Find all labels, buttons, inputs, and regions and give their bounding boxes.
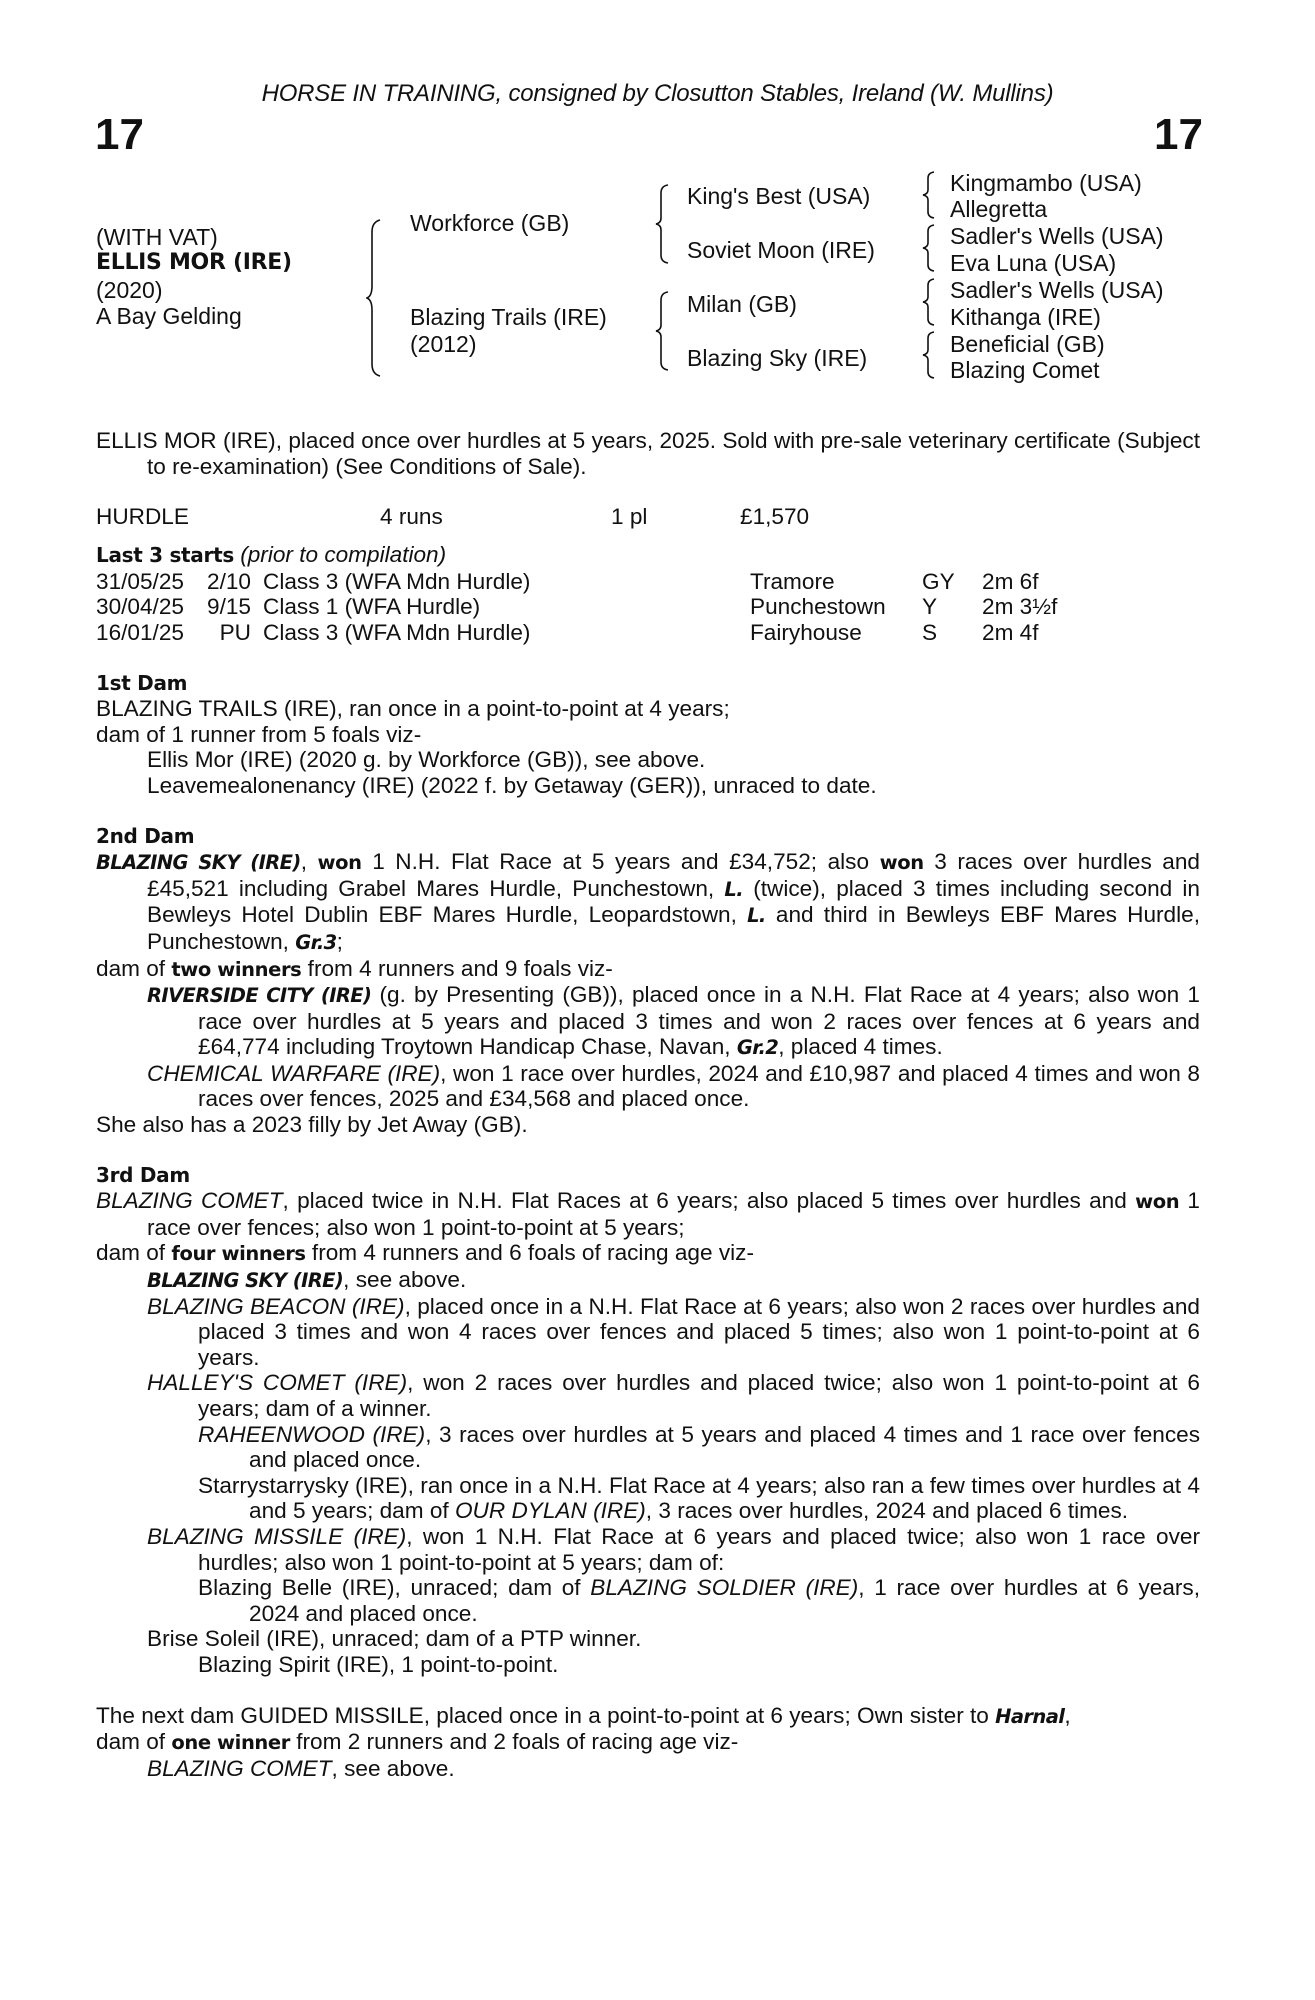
- dam1-line2: dam of 1 runner from 5 foals viz-: [96, 721, 422, 747]
- lot-number-right: 17: [1154, 110, 1203, 159]
- pedigree-brace-dam: [655, 290, 673, 372]
- pedigree-ggp-7: Beneficial (GB): [950, 331, 1105, 357]
- pedigree-brace-gg3: [922, 277, 938, 327]
- last-starts-heading: [96, 542, 1200, 569]
- start-course: Punchestown: [750, 594, 886, 620]
- dam2-produce-summary: dam of two winners from 4 runners and 9 foals viz-: [96, 955, 613, 981]
- listed-badge: L.: [724, 877, 744, 901]
- race-record: [96, 504, 1200, 530]
- start-date: 16/01/25: [96, 619, 184, 645]
- lot-number-left: 17: [95, 110, 144, 159]
- pedigree-brace-main: [366, 218, 386, 378]
- start-course: Tramore: [750, 568, 835, 594]
- start-going: GY: [922, 568, 955, 594]
- pedigree-dam-year: (2012): [410, 331, 477, 357]
- dam1-line1: BLAZING TRAILS (IRE), ran once in a point-to-point at 4 years;: [96, 696, 730, 722]
- start-going: S: [922, 619, 938, 645]
- summary-paragraph: ELLIS MOR (IRE), placed once over hurdles at 5 years, 2025. Sold with pre-sale veterinary certificate (Subject to re-examination) (See Conditions of Sale).: [96, 428, 1200, 479]
- pedigree-brace-gg4: [922, 330, 938, 380]
- dam2-offspring-2: CHEMICAL WARFARE (IRE), won 1 race over hurdles, 2024 and £10,987 and placed 4 times and won 8 races over fences, 2025 and £34,568 and placed once.: [147, 1060, 1200, 1112]
- dam3-heading: 3rd Dam: [96, 1162, 190, 1187]
- catalogue-body: [96, 428, 1200, 1781]
- vat-label: (WITH VAT): [96, 224, 218, 250]
- start-race: Class 1 (WFA Hurdle): [263, 594, 481, 620]
- start-position: 2/10: [207, 568, 251, 594]
- group-badge: Gr.2: [736, 1036, 779, 1060]
- consignor-header: HORSE IN TRAINING, consigned by Closutton Stables, Ireland (W. Mullins): [261, 80, 1054, 107]
- start-date: 30/04/25: [96, 594, 184, 620]
- dam1-offspring-2: Leavemealonenancy (IRE) (2022 f. by Getaway (GER)), unraced to date.: [147, 772, 877, 798]
- dam3-offspring-1: BLAZING SKY (IRE), see above.: [147, 1267, 467, 1293]
- dam2-also: She also has a 2023 filly by Jet Away (GB).: [96, 1112, 528, 1138]
- last-starts-subtitle: (prior to compilation): [240, 542, 447, 568]
- dam3-record: BLAZING COMET, placed twice in N.H. Flat Races at 6 years; also placed 5 times over hurdles and won 1 race over fences; also won 1 point-to-point at 5 years;: [96, 1188, 1201, 1240]
- dam2-name: BLAZING SKY (IRE): [96, 851, 301, 875]
- pedigree-ggp-5: Sadler's Wells (USA): [950, 277, 1164, 303]
- start-distance: 2m 6f: [982, 568, 1039, 594]
- record-type: HURDLE: [96, 504, 189, 530]
- dam3-offspring-3: HALLEY'S COMET (IRE), won 2 races over hurdles and placed twice; also won 1 point-to-point at 6 years; dam of a winner.: [147, 1370, 1200, 1421]
- pedigree-dam: Blazing Trails (IRE): [410, 304, 607, 330]
- dam2-record: BLAZING SKY (IRE), won 1 N.H. Flat Race at 5 years and £34,752; also won 3 races over hurdles and £45,521 including Grabel Mares Hurdle, Punchestown, L. (twice), placed 3 times including second in Bewleys Hotel Dublin EBF Mares Hurdle, Leopardstown, L. and third in Bewleys EBF Mares Hurdle, Punchestown, Gr.3;: [96, 849, 1200, 954]
- next-dam-offspring-1: BLAZING COMET, see above.: [147, 1755, 455, 1781]
- dam3-grand-offspring-4: Blazing Spirit (IRE), 1 point-to-point.: [198, 1651, 559, 1677]
- pedigree-sire-sire: King's Best (USA): [687, 183, 871, 209]
- start-distance: 2m 4f: [982, 619, 1039, 645]
- horse-year: (2020): [96, 277, 163, 303]
- pedigree-ggp-4: Eva Luna (USA): [950, 250, 1117, 276]
- pedigree-brace-gg2: [922, 223, 938, 273]
- next-dam-record: The next dam GUIDED MISSILE, placed once in a point-to-point at 6 years; Own sister to Harnal,: [96, 1702, 1071, 1728]
- start-position: 9/15: [207, 594, 251, 620]
- dam2-heading: 2nd Dam: [96, 823, 195, 848]
- pedigree-brace-sire: [655, 183, 673, 265]
- start-course: Fairyhouse: [750, 619, 862, 645]
- pedigree-ggp-1: Kingmambo (USA): [950, 170, 1142, 196]
- pedigree-ggp-2: Allegretta: [950, 196, 1048, 222]
- dam3-offspring-4: BLAZING MISSILE (IRE), won 1 N.H. Flat Race at 6 years and placed twice; also won 1 race over hurdles; also won 1 point-to-point at 5 years; dam of:: [147, 1523, 1200, 1575]
- pedigree-dam-sire: Milan (GB): [687, 291, 797, 317]
- start-distance: 2m 3½f: [982, 594, 1058, 620]
- pedigree-ggp-6: Kithanga (IRE): [950, 304, 1101, 330]
- last-start-row: [96, 569, 1200, 595]
- dam1-offspring-1: Ellis Mor (IRE) (2020 g. by Workforce (GB)), see above.: [147, 747, 706, 773]
- pedigree-sire-dam: Soviet Moon (IRE): [687, 237, 875, 263]
- pedigree-ggp-3: Sadler's Wells (USA): [950, 223, 1164, 249]
- last-start-row: [96, 620, 1200, 646]
- dam3-offspring-5: Brise Soleil (IRE), unraced; dam of a PTP winner.: [147, 1626, 642, 1652]
- pedigree-dam-dam: Blazing Sky (IRE): [687, 345, 868, 371]
- dam3-offspring-2: BLAZING BEACON (IRE), placed once in a N.H. Flat Race at 6 years; also won 2 races over hurdles and placed 3 times and won 4 races over fences and placed 5 times; also won 1 point-to-point at 6 years.: [147, 1293, 1200, 1370]
- last-starts-title: Last 3 starts: [96, 543, 234, 568]
- dam3-grand-offspring-3: Blazing Belle (IRE), unraced; dam of BLAZING SOLDIER (IRE), 1 race over hurdles at 6 years, 2024 and placed once.: [198, 1575, 1200, 1626]
- start-position: PU: [219, 619, 251, 645]
- start-race: Class 3 (WFA Mdn Hurdle): [263, 619, 531, 645]
- start-going: Y: [922, 594, 938, 620]
- pedigree-sire: Workforce (GB): [410, 210, 570, 236]
- horse-description: A Bay Gelding: [96, 303, 242, 329]
- dam3-grand-offspring-1: RAHEENWOOD (IRE), 3 races over hurdles at 5 years and placed 4 times and 1 race over fences and placed once.: [198, 1421, 1201, 1473]
- sister-name: Harnal: [995, 1704, 1065, 1728]
- horse-name: ELLIS MOR (IRE): [96, 250, 292, 275]
- pedigree-brace-gg1: [922, 170, 938, 220]
- next-dam-produce-summary: dam of one winner from 2 runners and 2 foals of racing age viz-: [96, 1729, 739, 1755]
- listed-badge: L.: [747, 904, 766, 928]
- dam3-produce-summary: dam of four winners from 4 runners and 6 foals of racing age viz-: [96, 1240, 754, 1266]
- record-placed: 1 pl: [611, 504, 648, 530]
- dam2-offspring-1: RIVERSIDE CITY (IRE) (g. by Presenting (GB)), placed once in a N.H. Flat Race at 4 years; also won 1 race over hurdles at 5 years and placed 3 times and won 2 races over fences at 6 years and £64,774 including Troytown Handicap Chase, Navan, Gr.2, placed 4 times.: [147, 982, 1200, 1060]
- pedigree-ggp-8: Blazing Comet: [950, 357, 1100, 383]
- group-badge: Gr.3: [295, 930, 337, 954]
- dam3-grand-offspring-2: Starrystarrysky (IRE), ran once in a N.H. Flat Race at 4 years; also ran a few times over hurdles at 4 and 5 years; dam of OUR DYLAN (IRE), 3 races over hurdles, 2024 and placed 6 times.: [198, 1472, 1200, 1524]
- record-runs: 4 runs: [380, 504, 443, 530]
- last-start-row: [96, 594, 1200, 620]
- start-date: 31/05/25: [96, 568, 184, 594]
- record-earnings: £1,570: [740, 504, 810, 530]
- dam1-heading: 1st Dam: [96, 670, 188, 695]
- last-starts-table: [96, 569, 1200, 646]
- start-race: Class 3 (WFA Mdn Hurdle): [263, 568, 531, 594]
